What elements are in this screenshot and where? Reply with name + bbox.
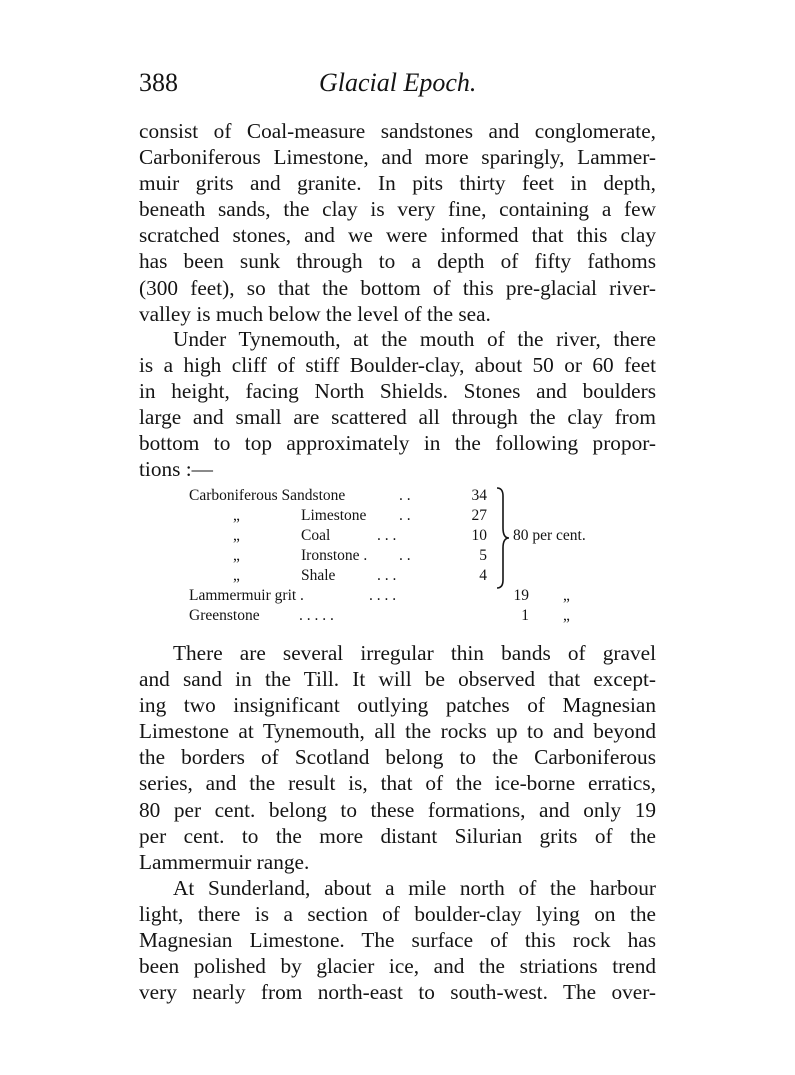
- proportions-table: [189, 486, 619, 636]
- rock-count: 10: [471, 527, 487, 544]
- rock-label: Lammermuir grit .: [189, 587, 304, 604]
- rock-label: Greenstone: [189, 607, 260, 624]
- text-line: ing two insignificant outlying patches of Magnesian: [139, 693, 656, 718]
- text-line: and sand in the Till. It will be observed that except-: [139, 667, 656, 692]
- text-line: tions :—: [139, 457, 213, 482]
- rock-label: Carboniferous Sandstone: [189, 487, 346, 504]
- ditto-mark: „: [233, 567, 240, 584]
- text-line: Magnesian Limestone. The surface of this rock has: [139, 928, 656, 953]
- leader-dots: . . . . .: [299, 607, 334, 624]
- text-line: There are several irregular thin bands of gravel: [173, 641, 656, 665]
- rock-count: 5: [479, 547, 487, 564]
- leader-dots: . . .: [377, 527, 397, 544]
- running-title: Glacial Epoch.: [319, 68, 477, 97]
- page-header: [139, 68, 656, 102]
- rock-label: Shale: [301, 567, 336, 584]
- ditto-mark: „: [233, 507, 240, 524]
- brace-total: 80 per cent.: [513, 527, 586, 544]
- text-line: in height, facing North Shields. Stones and boulders: [139, 379, 656, 404]
- text-line: the borders of Scotland belong to the Carboniferous: [139, 745, 656, 770]
- rock-label: Ironstone .: [301, 547, 368, 564]
- text-line: large and small are scattered all through the clay from: [139, 405, 656, 430]
- text-line: scratched stones, and we were informed that this clay: [139, 223, 656, 248]
- ditto-mark: „: [233, 527, 240, 544]
- text-line: At Sunderland, about a mile north of the harbour: [173, 876, 656, 900]
- ditto-mark: „: [563, 607, 570, 624]
- rock-count: 34: [471, 487, 487, 504]
- text-line: light, there is a section of boulder-clay lying on the: [139, 902, 656, 927]
- right-brace: [495, 486, 511, 590]
- text-line: Limestone at Tynemouth, all the rocks up to and beyond: [139, 719, 656, 744]
- text-line: Lammermuir range.: [139, 849, 310, 874]
- text-line: (300 feet), so that the bottom of this pre-glacial river-: [139, 275, 656, 300]
- leader-dots: . .: [399, 547, 411, 564]
- leader-dots: . .: [399, 487, 411, 504]
- paragraph-2: [139, 326, 656, 483]
- text-line: valley is much below the level of the sea.: [139, 301, 491, 326]
- text-line: 80 per cent. belong to these formations, and only 19: [139, 797, 656, 822]
- text-line: Under Tynemouth, at the mouth of the river, there: [173, 327, 656, 351]
- text-line: very nearly from north-east to south-west. The over-: [139, 980, 656, 1005]
- rock-label: Limestone: [301, 507, 367, 524]
- ditto-mark: „: [563, 587, 570, 604]
- rock-count: 1: [521, 607, 529, 624]
- ditto-mark: „: [233, 547, 240, 564]
- paragraph-3: [139, 640, 656, 875]
- text-line: been polished by glacier ice, and the striations trend: [139, 954, 656, 979]
- text-line: bottom to top approximately in the following propor-: [139, 431, 656, 456]
- leader-dots: . . .: [377, 567, 397, 584]
- text-line: beneath sands, the clay is very fine, containing a few: [139, 197, 656, 222]
- rock-count: 4: [479, 567, 487, 584]
- text-line: has been sunk through to a depth of fifty fathoms: [139, 249, 656, 274]
- leader-dots: . .: [399, 507, 411, 524]
- page-number: 388: [139, 68, 178, 97]
- text-line: muir grits and granite. In pits thirty feet in depth,: [139, 171, 656, 196]
- text-line: consist of Coal-measure sandstones and conglomerate,: [139, 119, 656, 143]
- rock-label: Coal: [301, 527, 331, 544]
- text-line: series, and the result is, that of the ice-borne erratics,: [139, 771, 656, 796]
- text-line: per cent. to the more distant Silurian grits of the: [139, 823, 656, 848]
- rock-count: 19: [513, 587, 529, 604]
- rock-count: 27: [471, 507, 487, 524]
- paragraph-4: [139, 875, 656, 1005]
- text-line: Carboniferous Limestone, and more sparingly, Lammer-: [139, 145, 656, 170]
- text-line: is a high cliff of stiff Boulder-clay, about 50 or 60 feet: [139, 353, 656, 378]
- paragraph-1: [139, 118, 656, 327]
- leader-dots: . . . .: [369, 587, 397, 604]
